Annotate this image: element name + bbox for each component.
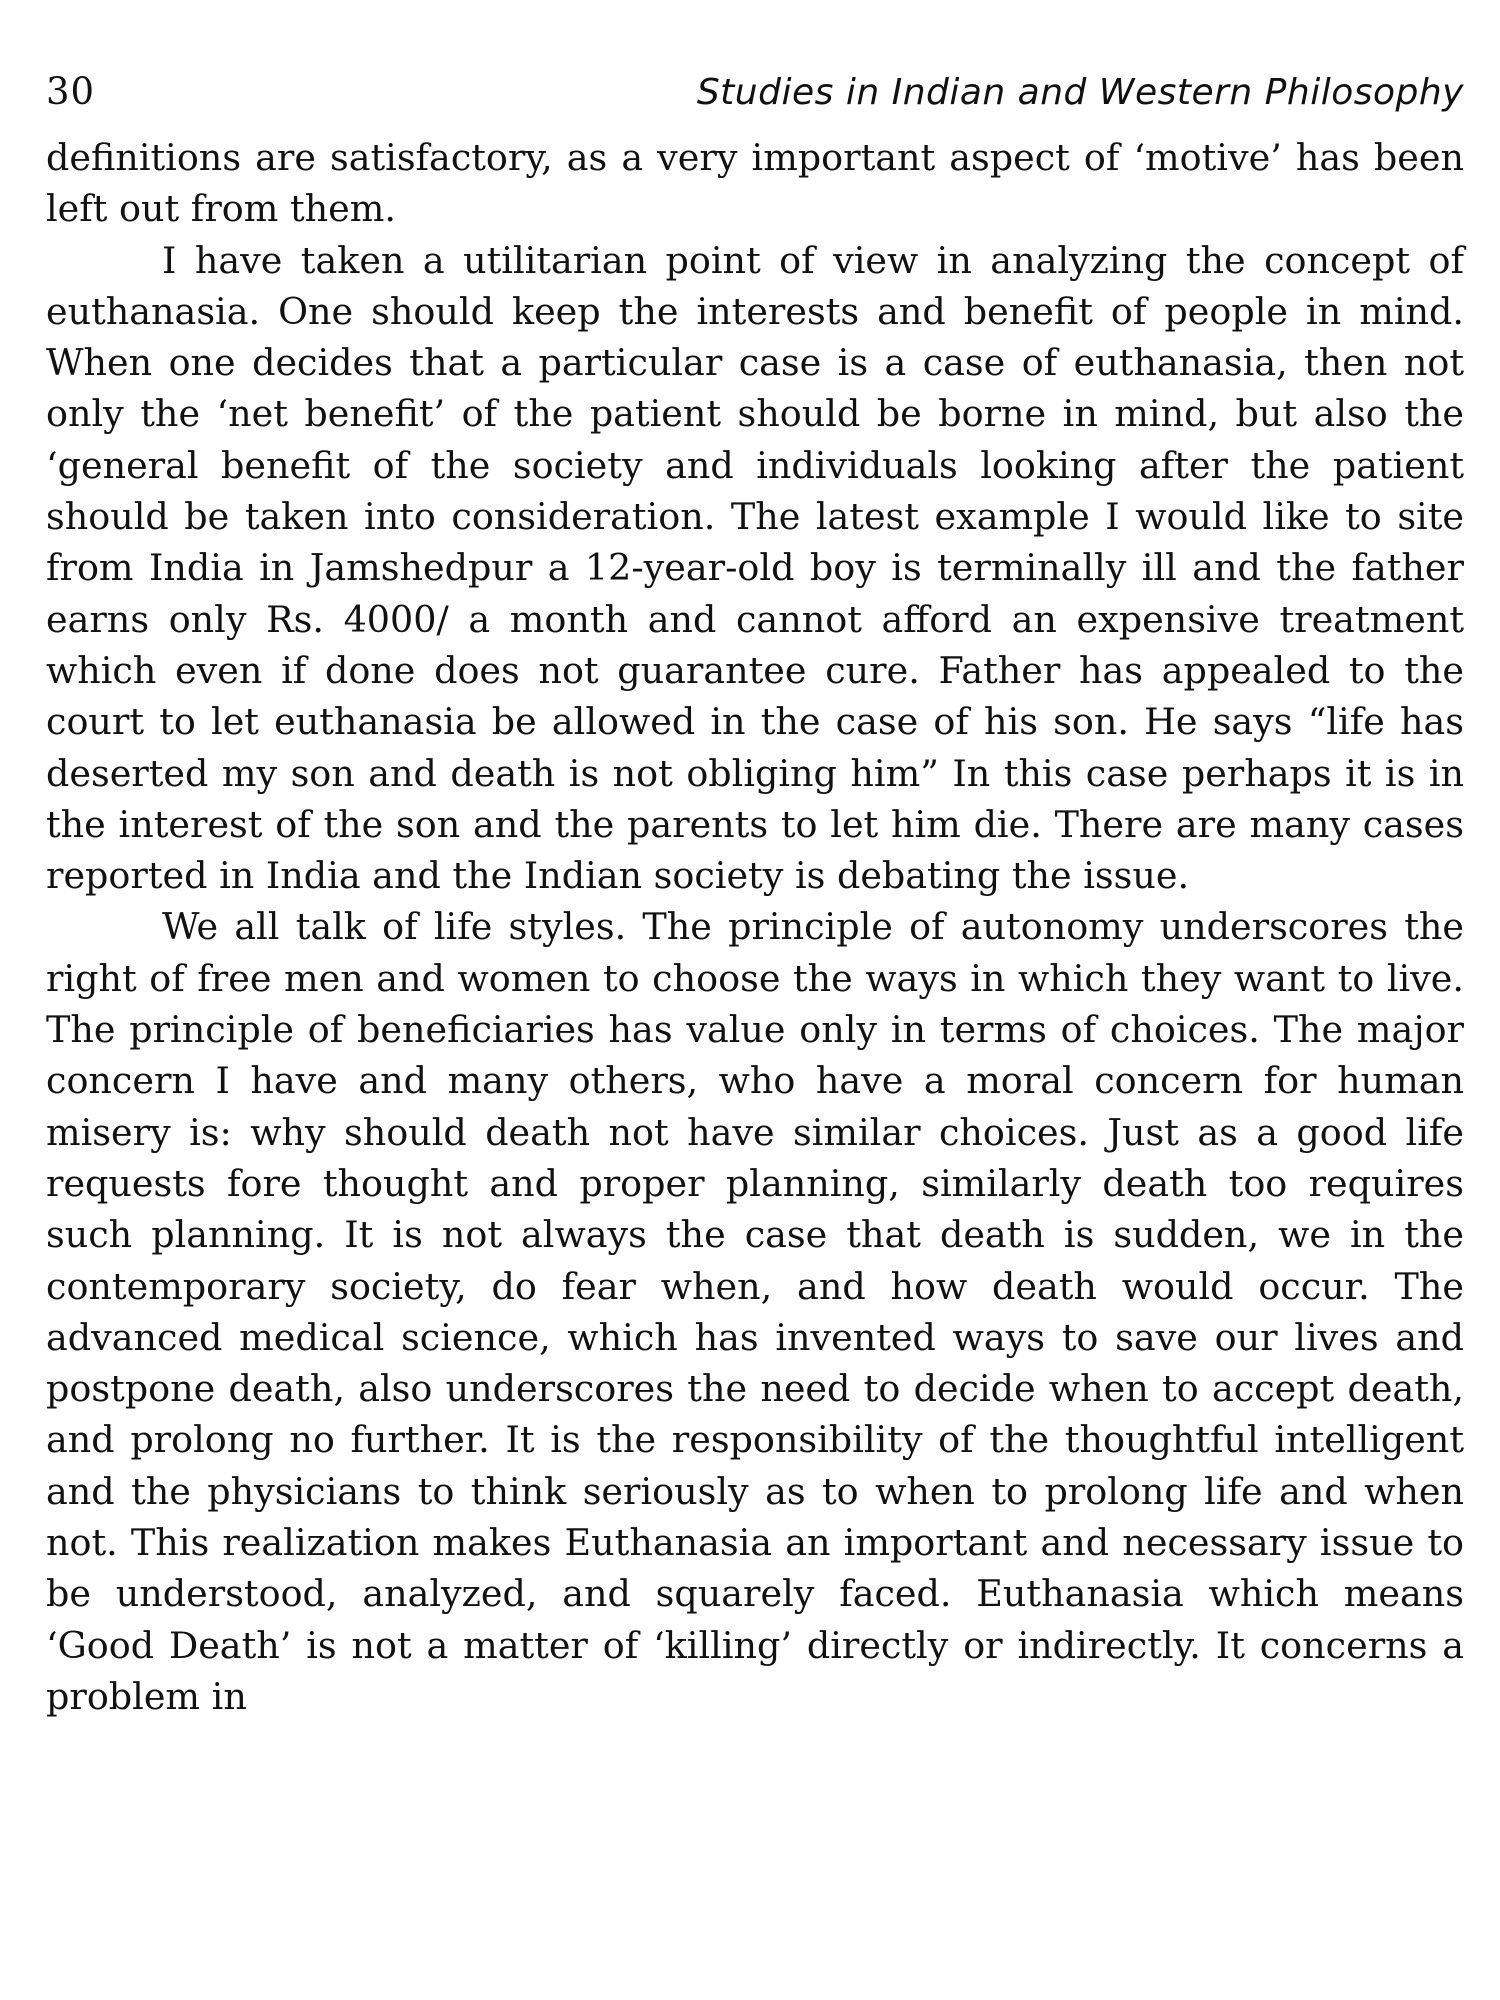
body-text	[46, 132, 1464, 1722]
page-number: 30	[46, 70, 96, 113]
paragraph-utilitarian-view: I have taken a utilitarian point of view in analyzing the concept of euthanasia. One should keep the interests and benefit of people in mind. When one decides that a particular case is a case of euthanasia, then not only the ‘net benefit’ of the patient should be borne in mind, but also the ‘general benefit of the society and individuals looking after the patient should be taken into consideration. The latest example I would like to site from India in Jamshedpur a 12-year-old boy is terminally ill and the father earns only Rs. 4000/ a month and cannot afford an expensive treatment which even if done does not guarantee cure. Father has appealed to the court to let euthanasia be allowed in the case of his son. He says “life has deserted my son and death is not obliging him” In this case perhaps it is in the interest of the son and the parents to let him die. There are many cases reported in India and the Indian society is debating the issue.	[46, 238, 1464, 898]
paragraph-life-styles: We all talk of life styles. The principle of autonomy underscores the right of free men and women to choose the ways in which they want to live. The principle of beneficiaries has value only in terms of choices. The major concern I have and many others, who have a moral concern for human misery is: why should death not have similar choices. Just as a good life requests fore thought and proper planning, similarly death too requires such planning. It is not always the case that death is sudden, we in the contemporary society, do fear when, and how death would occur. The advanced medical science, which has invented ways to save our lives and postpone death, also underscores the need to decide when to accept death, and prolong no further. It is the responsibility of the thoughtful intelligent and the physicians to think seriously as to when to prolong life and when not. This realization makes Euthanasia an important and necessary issue to be understood, analyzed, and squarely faced. Euthanasia which means ‘Good Death’ is not a matter of ‘killing’ directly or indirectly. It concerns a problem in	[46, 905, 1464, 1718]
running-header	[46, 56, 1464, 128]
book-page	[46, 56, 1464, 1722]
paragraph-continued: definitions are satisfactory, as a very important aspect of ‘motive’ has been left out from them.	[46, 136, 1464, 231]
book-title: Studies in Indian and Western Philosophy	[696, 72, 1464, 113]
